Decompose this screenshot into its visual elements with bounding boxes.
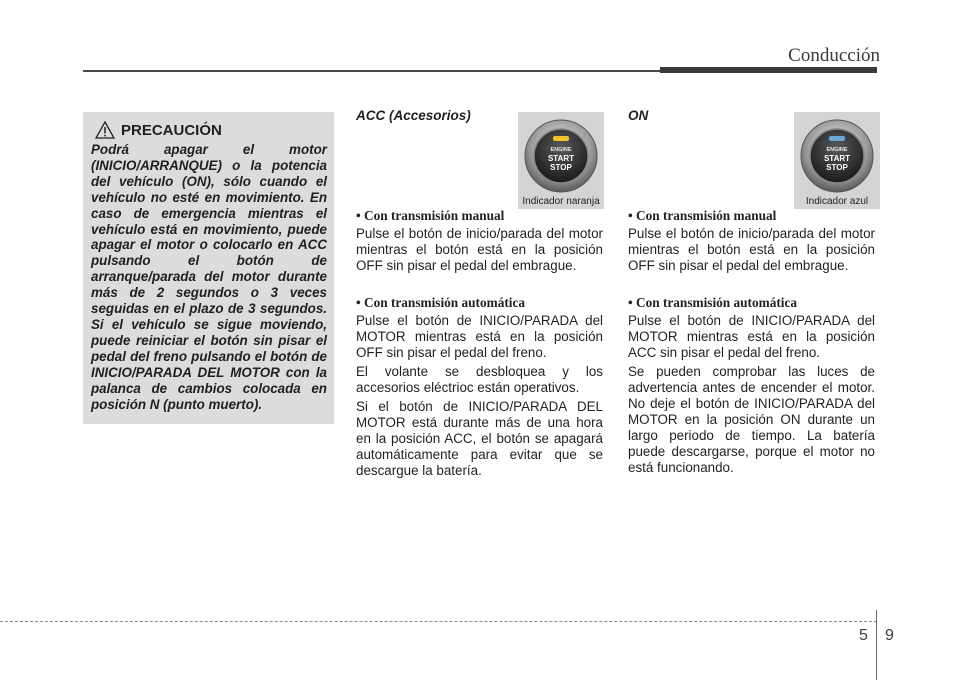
on-automatic-heading: • Con transmisión automática — [628, 295, 798, 310]
on-manual-heading: • Con transmisión manual — [628, 208, 777, 223]
header-rule-accent — [660, 67, 877, 73]
section-title-header: Conducción — [788, 45, 880, 66]
on-title: ON — [628, 108, 649, 123]
caution-header — [95, 121, 327, 139]
on-body — [628, 208, 875, 479]
caution-text: Podrá apagar el motor (INICIO/ARRANQUE) o la potencia del vehículo (ON), sólo cuando el vehículo no esté en movimiento. En caso de emergencia mientras el vehículo está en movimiento, puede apagar el motor o colocarlo en ACC pulsando el botón de arranque/parada del motor durante más de 2 segundos o 3 veces seguidas en el plazo de 3 segundos. Si el vehículo se sigue moviendo, puede reiniciar el botón sin pisar el pedal del freno pulsando el botón de INICIO/PARADA DEL MOTOR con la palanca de cambios colocada en posición N (punto muerto). — [91, 142, 327, 412]
on-indicator-caption: Indicador azul — [805, 196, 869, 207]
on-column — [628, 108, 875, 475]
button-line-engine: ENGINE — [826, 147, 848, 153]
engine-start-stop-button-icon — [798, 116, 876, 194]
acc-indicator-caption: Indicador naranja — [522, 196, 600, 207]
acc-manual-heading: • Con transmisión manual — [356, 208, 505, 223]
header-rule — [83, 70, 660, 72]
caution-box — [83, 112, 334, 424]
acc-body — [356, 208, 603, 482]
acc-indicator-figure — [518, 112, 604, 209]
acc-manual-text: Pulse el botón de inicio/parada del motor mientras el botón está en la posición OFF sin pisar el pedal del embrague. — [356, 226, 603, 273]
acc-column — [356, 108, 603, 478]
on-manual-text: Pulse el botón de inicio/parada del motor mientras el botón está en la posición OFF sin pisar el pedal del embrague. — [628, 226, 875, 273]
button-line-stop: STOP — [826, 163, 848, 172]
warning-triangle-icon — [95, 121, 115, 139]
page-number: 9 — [885, 627, 894, 644]
on-automatic-para-1: Pulse el botón de INICIO/PARADA del MOTOR mientras está en la posición ACC sin pisar el pedal del freno. — [628, 313, 875, 360]
acc-automatic-para-1: Pulse el botón de INICIO/PARADA del MOTOR mientras está en la posición OFF sin pisar el pedal del freno. — [356, 313, 603, 360]
acc-automatic-heading: • Con transmisión automática — [356, 295, 526, 310]
button-line-engine: ENGINE — [550, 147, 572, 153]
on-automatic-para-2: Se pueden comprobar las luces de advertencia antes de encender el motor. No deje el botón de INICIO/PARADA del MOTOR en la posición ON durante un largo periodo de tiempo. La batería puede descargarse, porque el motor no está funcionando. — [628, 364, 875, 475]
footer-divider — [876, 610, 877, 680]
caution-title: PRECAUCIÓN — [121, 121, 222, 139]
button-line-start: START — [823, 154, 851, 163]
acc-automatic-para-3: Si el botón de INICIO/PARADA DEL MOTOR está durante más de una hora en la posición ACC, el botón se apagará automáticamente para evitar que se descargue la batería. — [356, 399, 603, 478]
button-line-stop: STOP — [550, 163, 572, 172]
chapter-number: 5 — [859, 627, 868, 644]
footer-rule — [0, 621, 877, 622]
button-line-start: START — [547, 154, 575, 163]
acc-automatic-para-2: El volante se desbloquea y los accesorios eléctrioc están operativos. — [356, 364, 603, 395]
engine-start-stop-button-icon — [522, 116, 600, 194]
on-indicator-figure — [794, 112, 880, 209]
acc-title: ACC (Accesorios) — [356, 108, 471, 123]
